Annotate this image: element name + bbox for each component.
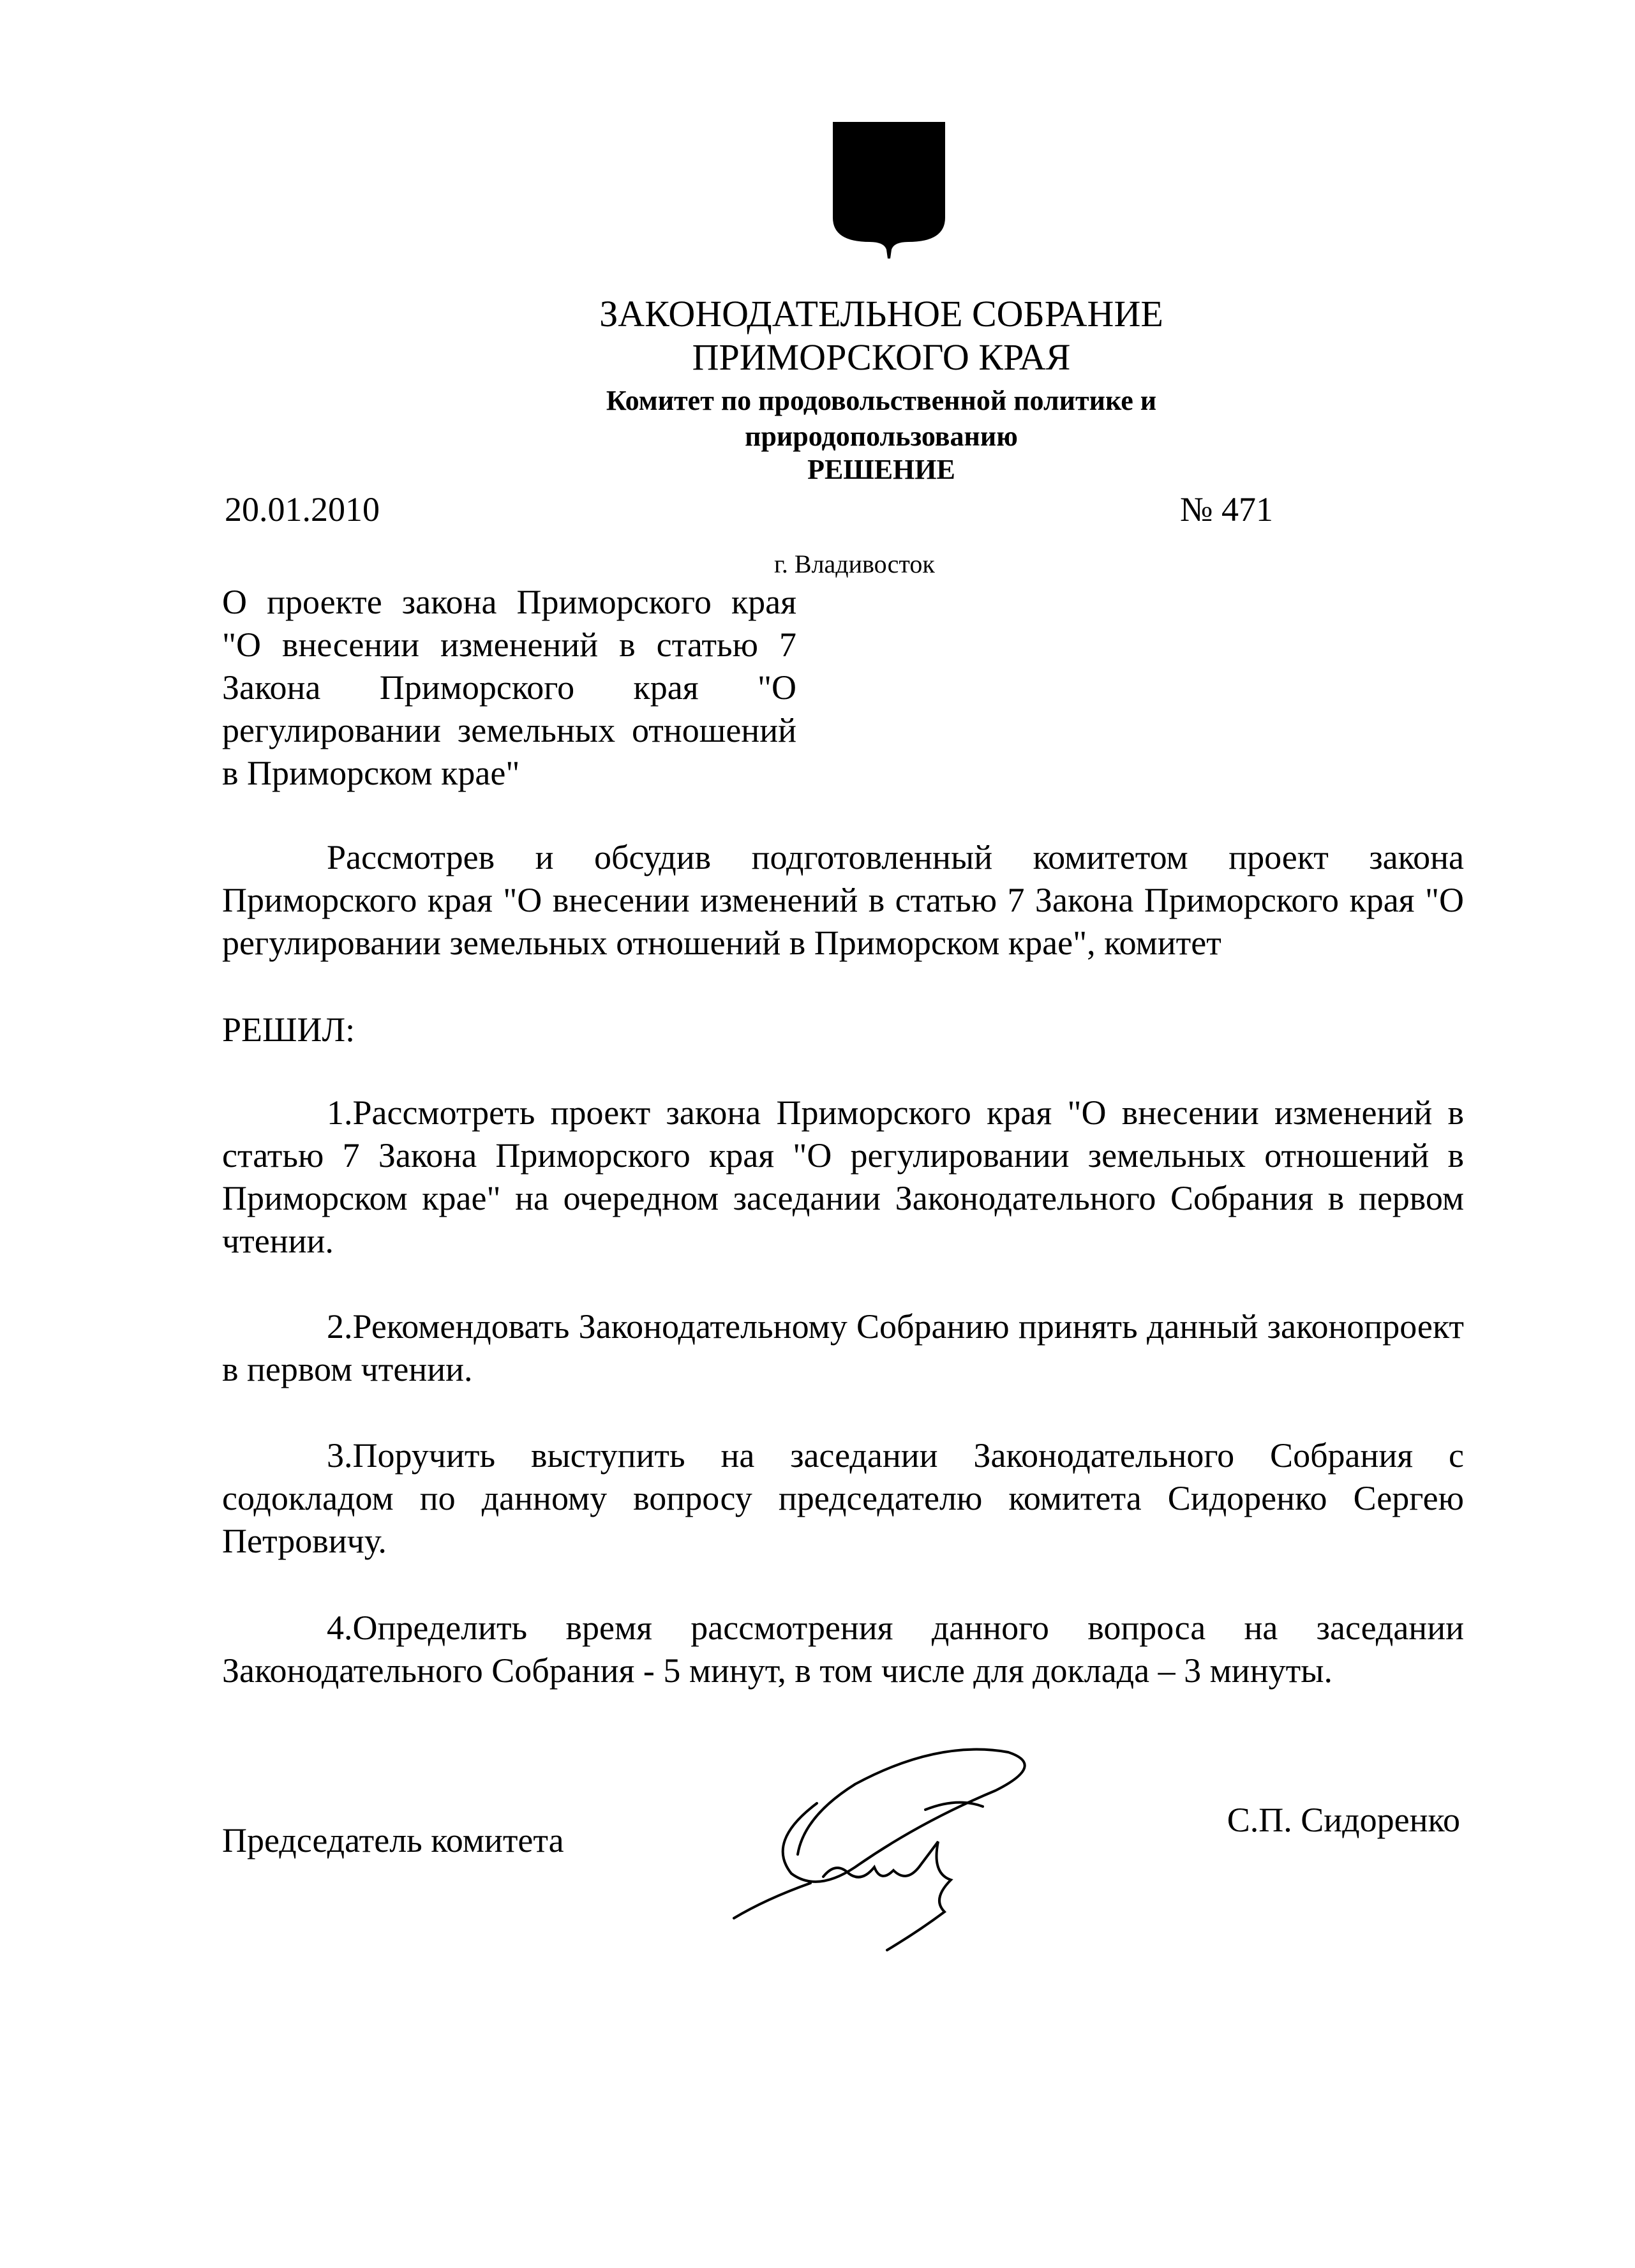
document-city: г. Владивосток <box>774 550 935 578</box>
resolution-item-1: 1.Рассмотреть проект закона Приморского края "О внесении изменений в статью 7 Закона Приморского края "О регулировании земельных отношений в Приморском крае" на очередном заседании Законодательного Собрания в первом чтении. <box>222 1093 1464 1260</box>
handwritten-signature <box>728 1746 1040 1963</box>
signatory-position: Председатель комитета <box>222 1821 564 1859</box>
document-subject: О проекте закона Приморского края "О внесении изменений в статью 7 Закона Приморского края "О регулировании земельных отношений в Приморском крае" <box>222 583 796 792</box>
coat-of-arms-emblem <box>832 122 946 259</box>
org-name-line2: ПРИМОРСКОГО КРАЯ <box>692 336 1071 378</box>
preamble-paragraph: Рассмотрев и обсудив подготовленный комитетом проект закона Приморского края "О внесении изменений в статью 7 Закона Приморского края "О регулировании земельных отношений в Приморском крае", комитет <box>222 838 1464 962</box>
resolution-item-3: 3.Поручить выступить на заседании Законодательного Собрания с содокладом по данному вопросу председателю комитета Сидоренко Сергею Петровичу. <box>222 1436 1464 1560</box>
document-number: № 471 <box>1179 490 1273 529</box>
resolution-item-4: 4.Определить время рассмотрения данного вопроса на заседании Законодательного Собрания - 5 минут, в том числе для доклада – 3 минуты. <box>222 1609 1464 1690</box>
committee-name-line1: Комитет по продовольственной политике и <box>606 385 1157 416</box>
signatory-name: С.П. Сидоренко <box>1227 1801 1460 1839</box>
resolved-label: РЕШИЛ: <box>222 1010 355 1049</box>
shield-icon <box>832 122 946 259</box>
document-date: 20.01.2010 <box>225 490 380 529</box>
document-type: РЕШЕНИЕ <box>807 454 955 485</box>
committee-name-line2: природопользованию <box>745 421 1018 452</box>
resolution-item-2: 2.Рекомендовать Законодательному Собранию принять данный законопроект в первом чтении. <box>222 1307 1464 1388</box>
org-name-line1: ЗАКОНОДАТЕЛЬНОЕ СОБРАНИЕ <box>599 293 1163 334</box>
